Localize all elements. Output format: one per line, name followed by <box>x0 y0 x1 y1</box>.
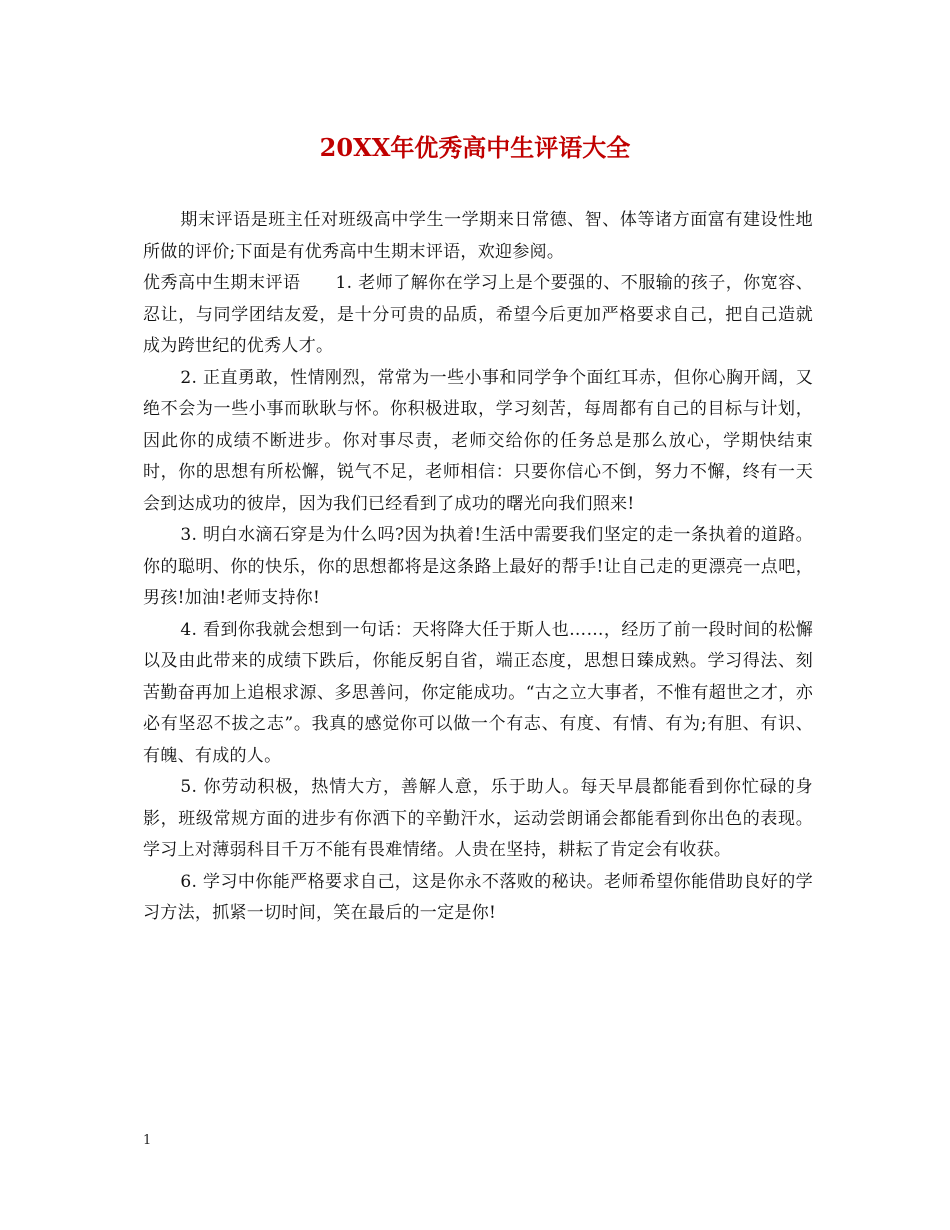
page-number: 1 <box>143 1133 152 1148</box>
document-title: 20XX年优秀高中生评语大全 <box>319 133 631 162</box>
paragraph-item-4: 4. 看到你我就会想到一句话：天将降大任于斯人也……，经历了前一段时间的松懈以及由此带来的成绩下跌后，你能反躬自省，端正态度，思想日臻成熟。学习得法、刻苦勤奋再加上追根求源、多思善问，你定能成功。“古之立大事者，不惟有超世之才，亦必有坚忍不拔之志”。我真的感觉你可以做一个有志、有度、有情、有为;有胆、有识、有魄、有成的人。 <box>143 619 813 766</box>
paragraph-item-6: 6. 学习中你能严格要求自己，这是你永不落败的秘诀。老师希望你能借助良好的学习方法，抓紧一切时间，笑在最后的一定是你! <box>143 871 813 923</box>
paragraph-intro: 期末评语是班主任对班级高中学生一学期来日常德、智、体等诸方面富有建设性地所做的评价;下面是有优秀高中生期末评语，欢迎参阅。 <box>143 210 813 262</box>
paragraph-item-5: 5. 你劳动积极，热情大方，善解人意，乐于助人。每天早晨都能看到你忙碌的身影，班级常规方面的进步有你洒下的辛勤汗水，运动尝朗诵会都能看到你出色的表现。学习上对薄弱科目千万不能有畏难情绪。人贵在坚持，耕耘了肯定会有收获。 <box>143 777 813 860</box>
paragraph-item-2: 2. 正直勇敢，性情刚烈，常常为一些小事和同学争个面红耳赤，但你心胸开阔，又绝不会为一些小事而耿耿与怀。你积极进取，学习刻苦，每周都有自己的目标与计划，因此你的成绩不断进步。你对事尽责，老师交给你的任务总是那么放心，学期快结束时，你的思想有所松懈，锐气不足，老师相信：只要你信心不倒，努力不懈，终有一天会到达成功的彼岸，因为我们已经看到了成功的曙光向我们照来! <box>143 367 813 514</box>
paragraph-item-3: 3. 明白水滴石穿是为什么吗?因为执着!生活中需要我们坚定的走一条执着的道路。你的聪明、你的快乐，你的思想都将是这条路上最好的帮手!让自己走的更漂亮一点吧，男孩!加油!老师支持你! <box>143 525 813 608</box>
paragraph-item-1: 优秀高中生期末评语 1. 老师了解你在学习上是个要强的、不服输的孩子，你宽容、忍让，与同学团结友爱，是十分可贵的品质，希望今后更加严格要求自己，把自己造就成为跨世纪的优秀人才。 <box>143 273 813 356</box>
document-body <box>143 205 813 930</box>
